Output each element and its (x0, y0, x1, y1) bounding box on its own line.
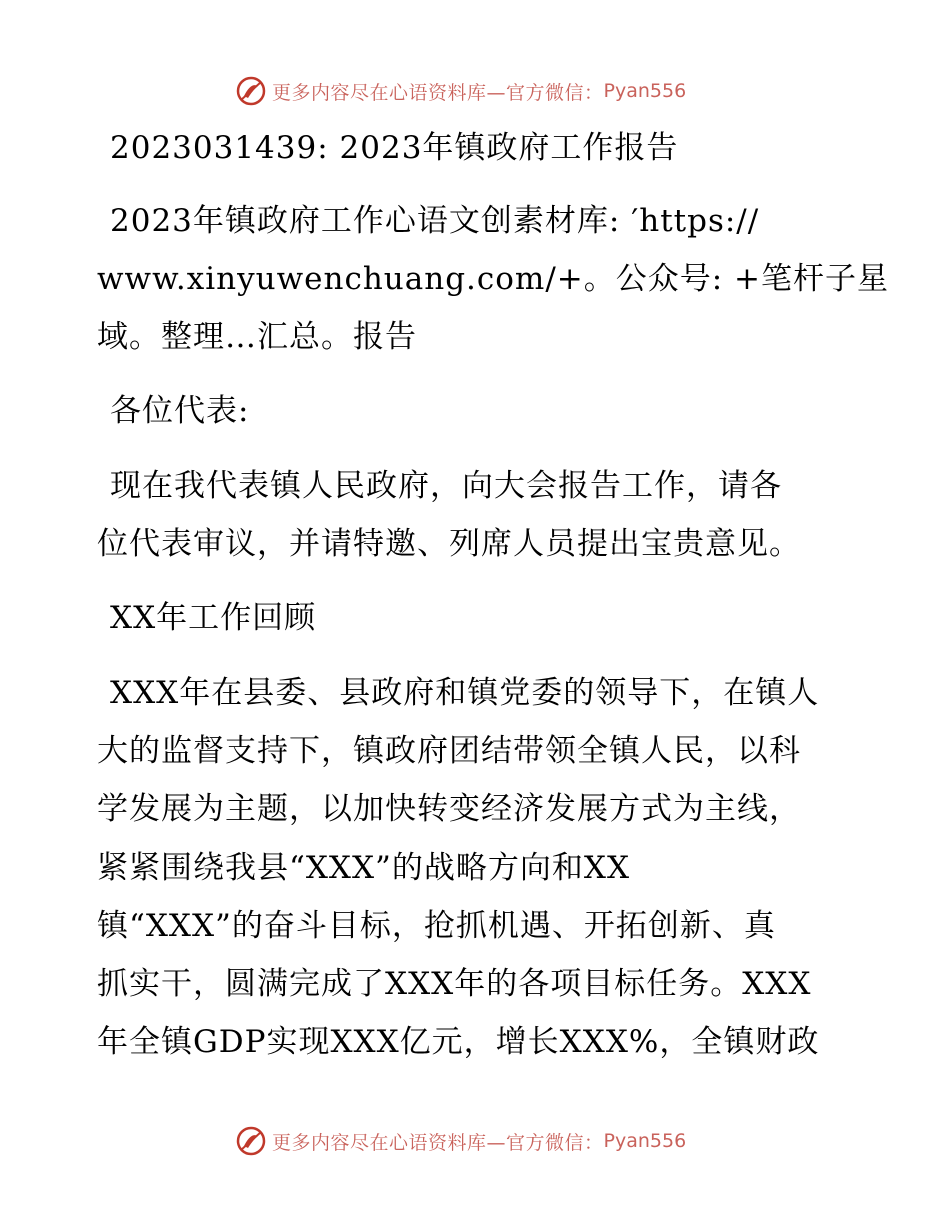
doc-line: www.xinyuwenchuang.com/+。公众号: +笔杆子星 (97, 261, 890, 297)
doc-line: 学发展为主题，以加快转变经济发展方式为主线， (97, 791, 801, 827)
watermark-footer (236, 1124, 686, 1158)
doc-line: 镇“XXX”的奋斗目标，抢抓机遇、开拓创新、真 (97, 908, 776, 944)
doc-line: 抓实干，圆满完成了XXX年的各项目标任务。XXX (97, 966, 812, 1002)
watermark-text: 更多内容尽在心语资料库—官方微信： (272, 1131, 604, 1154)
watermark-text: 更多内容尽在心语资料库—官方微信： (272, 81, 604, 104)
doc-line: 2023年镇政府工作心语文创素材库: ′https:// (110, 203, 760, 239)
doc-line: 域。整理…汇总。报告 (97, 319, 417, 355)
doc-section-heading: XX年工作回顾 (110, 600, 317, 636)
doc-title-line: 2023031439: 2023年镇政府工作报告 (110, 130, 679, 166)
watermark-wechat-id: Pyan556 (603, 1130, 687, 1152)
doc-line: 位代表审议，并请特邀、列席人员提出宝贵意见。 (97, 526, 801, 562)
doc-line: 大的监督支持下，镇政府团结带领全镇人民，以科 (97, 733, 801, 769)
watermark-wechat-id: Pyan556 (603, 80, 687, 102)
doc-line: XXX年在县委、县政府和镇党委的领导下，在镇人 (110, 675, 820, 711)
doc-line: 紧紧围绕我县“XXX”的战略方向和XX (97, 850, 631, 886)
doc-line: 年全镇GDP实现XXX亿元，增长XXX%，全镇财政 (97, 1024, 820, 1060)
logo-icon (236, 76, 266, 106)
logo-icon (236, 1126, 266, 1156)
doc-salutation: 各位代表: (110, 393, 250, 429)
doc-line: 现在我代表镇人民政府，向大会报告工作，请各 (110, 468, 782, 504)
watermark-header (236, 74, 686, 108)
